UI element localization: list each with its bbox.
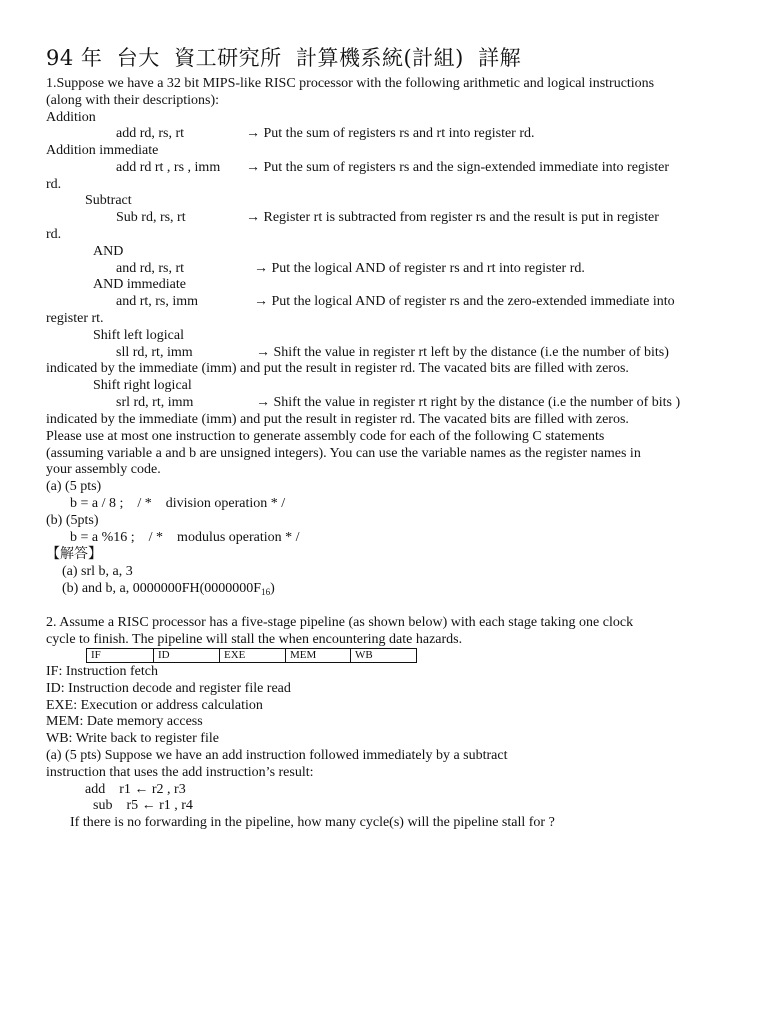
part-a-statement: b = a / 8 ; / * division operation * / [70, 496, 286, 511]
pipeline-stage-table [86, 648, 417, 663]
part-b-statement: b = a %16 ; / * modulus operation * / [70, 530, 300, 545]
answer-b-close: ) [270, 581, 275, 596]
srl-description: → Shift the value in register rt right by the distance (i.e the number of bits ) [256, 395, 681, 410]
stage-if-description: IF: Instruction fetch [46, 664, 158, 679]
q2-part-a-line2: instruction that uses the add instruction’s result: [46, 765, 314, 780]
stage-mem-description: MEM: Date memory access [46, 714, 203, 729]
stage-wb: WB [351, 649, 417, 663]
q2-part-a-line1: (a) (5 pts) Suppose we have an add instruction followed immediately by a subtract [46, 748, 508, 763]
srl-description-cont: indicated by the immediate (imm) and put the result in register rd. The vacated bits are filled with zeros. [46, 412, 629, 427]
part-b-label: (b) (5pts) [46, 513, 99, 528]
addition-title: Addition [46, 110, 96, 125]
and-description: → Put the logical AND of register rs and rt into register rd. [254, 261, 585, 276]
pipeline-stage-row [87, 649, 417, 663]
stage-if: IF [87, 649, 154, 663]
sll-title: Shift left logical [93, 328, 184, 343]
part-a-label: (a) (5 pts) [46, 479, 102, 494]
instructions-line1: Please use at most one instruction to generate assembly code for each of the following C statements [46, 429, 605, 444]
andi-title: AND immediate [93, 277, 186, 292]
srl-title: Shift right logical [93, 378, 192, 393]
addi-syntax: add rd rt , rs , imm [116, 160, 221, 175]
addition-syntax: add rd, rs, rt [116, 126, 185, 141]
stage-wb-description: WB: Write back to register file [46, 731, 219, 746]
code-line-add: add r1 ← r2 , r3 [85, 782, 186, 797]
and-title: AND [93, 244, 124, 259]
answer-b [62, 581, 275, 598]
subtract-title: Subtract [85, 193, 132, 208]
subtract-description: → Register rt is subtracted from register rs and the result is put in register [246, 210, 659, 225]
q2-question: If there is no forwarding in the pipeline, how many cycle(s) will the pipeline stall for ? [70, 815, 555, 830]
addition-description: → Put the sum of registers rs and rt into register rd. [246, 126, 535, 141]
stage-id-description: ID: Instruction decode and register file read [46, 681, 291, 696]
stage-exe: EXE [220, 649, 286, 663]
sll-description-cont: indicated by the immediate (imm) and put the result in register rd. The vacated bits are filled with zeros. [46, 361, 629, 376]
andi-description: → Put the logical AND of register rs and the zero-extended immediate into [254, 294, 675, 309]
stage-exe-description: EXE: Execution or address calculation [46, 698, 263, 713]
q2-intro-line2: cycle to finish. The pipeline will stall the when encountering date hazards. [46, 632, 463, 647]
subtract-syntax: Sub rd, rs, rt [116, 210, 186, 225]
answer-b-text: (b) and b, a, 0000000FH(0000000F [62, 581, 262, 596]
sll-description: → Shift the value in register rt left by the distance (i.e the number of bits) [256, 345, 669, 360]
addi-description-cont: rd. [46, 177, 62, 192]
stage-mem: MEM [286, 649, 351, 663]
answer-b-subscript: 16 [261, 587, 271, 597]
addi-description: → Put the sum of registers rs and the sign-extended immediate into register [246, 160, 670, 175]
q2-intro-line1: 2. Assume a RISC processor has a five-stage pipeline (as shown below) with each stage taking one clock [46, 615, 634, 630]
and-syntax: and rd, rs, rt [116, 261, 185, 276]
code-line-sub: sub r5 ← r1 , r4 [93, 798, 193, 813]
subtract-description-cont: rd. [46, 227, 62, 242]
andi-syntax: and rt, rs, imm [116, 294, 199, 309]
instructions-line3: your assembly code. [46, 462, 161, 477]
sll-syntax: sll rd, rt, imm [116, 345, 193, 360]
answer-heading: 【解答】 [46, 546, 102, 562]
page-title: 94 年 台大 資工研究所 計算機系統(計組) 詳解 [46, 46, 522, 70]
q1-intro-line2: (along with their descriptions): [46, 93, 220, 108]
srl-syntax: srl rd, rt, imm [116, 395, 194, 410]
addi-title: Addition immediate [46, 143, 159, 158]
andi-description-cont: register rt. [46, 311, 104, 326]
q1-intro-line1: 1.Suppose we have a 32 bit MIPS-like RISC processor with the following arithmetic and logical instructions [46, 76, 655, 91]
stage-id: ID [154, 649, 220, 663]
instructions-line2: (assuming variable a and b are unsigned integers). You can use the variable names as the register names in [46, 446, 641, 461]
answer-a: (a) srl b, a, 3 [62, 564, 133, 579]
